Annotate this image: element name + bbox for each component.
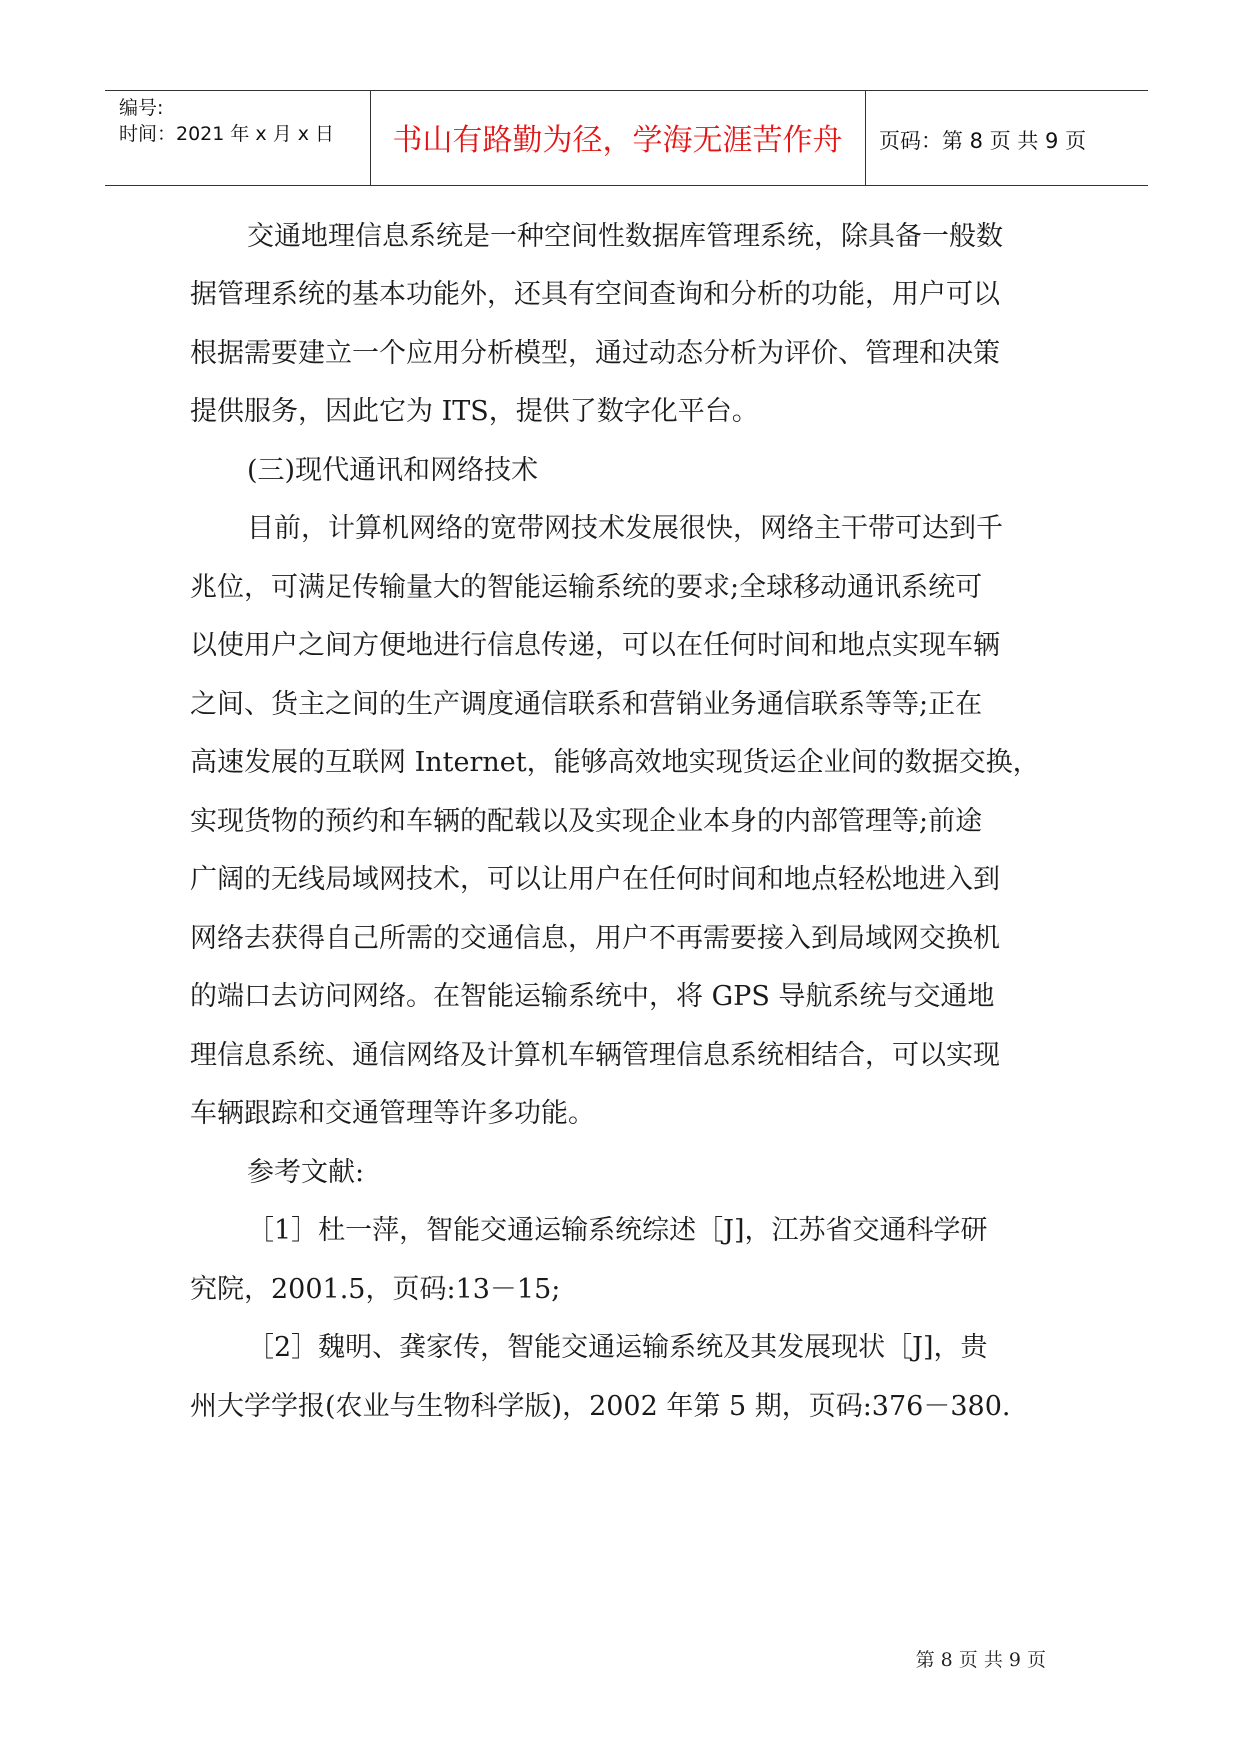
body-line: 兆位，可满足传输量大的智能运输系统的要求;全球移动通讯系统可 bbox=[190, 572, 983, 603]
body-line: 据管理系统的基本功能外，还具有空间查询和分析的功能，用户可以 bbox=[190, 279, 1000, 310]
document-time-label: 时间：2021 年 x 月 x 日 bbox=[119, 123, 335, 145]
body-line: 以使用户之间方便地进行信息传递，可以在任何时间和地点实现车辆 bbox=[190, 630, 1000, 661]
page-footer-number: 第 8 页 共 9 页 bbox=[915, 1649, 1046, 1671]
references-heading: 参考文献: bbox=[247, 1157, 365, 1188]
body-line: 理信息系统、通信网络及计算机车辆管理信息系统相结合，可以实现 bbox=[190, 1040, 1000, 1071]
header-middle-cell bbox=[370, 91, 866, 185]
body-line: 的端口去访问网络。在智能运输系统中，将 GPS 导航系统与交通地 bbox=[190, 981, 995, 1012]
reference-item: ［1］杜一萍，智能交通运输系统综述［J]，江苏省交通科学研 bbox=[247, 1215, 988, 1246]
header-left-cell bbox=[105, 91, 371, 185]
body-line: 之间、货主之间的生产调度通信联系和营销业务通信联系等等;正在 bbox=[190, 689, 983, 720]
header-page-info: 页码：第 8 页 共 9 页 bbox=[879, 129, 1087, 153]
document-number-label: 编号: bbox=[119, 97, 164, 119]
body-line: 目前，计算机网络的宽带网技术发展很快，网络主干带可达到千 bbox=[247, 513, 1003, 544]
body-line: 网络去获得自己所需的交通信息，用户不再需要接入到局域网交换机 bbox=[190, 923, 1000, 954]
body-line: 提供服务，因此它为 ITS，提供了数字化平台。 bbox=[190, 396, 759, 427]
body-line: 高速发展的互联网 Internet，能够高效地实现货运企业间的数据交换， bbox=[190, 747, 1040, 778]
page-header bbox=[105, 90, 1148, 186]
body-line: 实现货物的预约和车辆的配载以及实现企业本身的内部管理等;前途 bbox=[190, 806, 983, 837]
header-right-cell bbox=[865, 91, 1148, 185]
body-line: 车辆跟踪和交通管理等许多功能。 bbox=[190, 1098, 595, 1129]
reference-item-continuation: 究院，2001.5，页码:13－15; bbox=[190, 1274, 561, 1305]
reference-item-continuation: 州大学学报(农业与生物科学版)，2002 年第 5 期，页码:376－380. bbox=[190, 1391, 1011, 1422]
reference-item: ［2］魏明、龚家传，智能交通运输系统及其发展现状［J]，贵 bbox=[247, 1332, 988, 1363]
body-line: 根据需要建立一个应用分析模型，通过动态分析为评价、管理和决策 bbox=[190, 338, 1000, 369]
header-motto: 书山有路勤为径，学海无涯苦作舟 bbox=[392, 123, 843, 158]
body-line: 交通地理信息系统是一种空间性数据库管理系统，除具备一般数 bbox=[247, 221, 1003, 252]
section-heading: (三)现代通讯和网络技术 bbox=[247, 455, 539, 486]
body-line: 广阔的无线局域网技术，可以让用户在任何时间和地点轻松地进入到 bbox=[190, 864, 1000, 895]
